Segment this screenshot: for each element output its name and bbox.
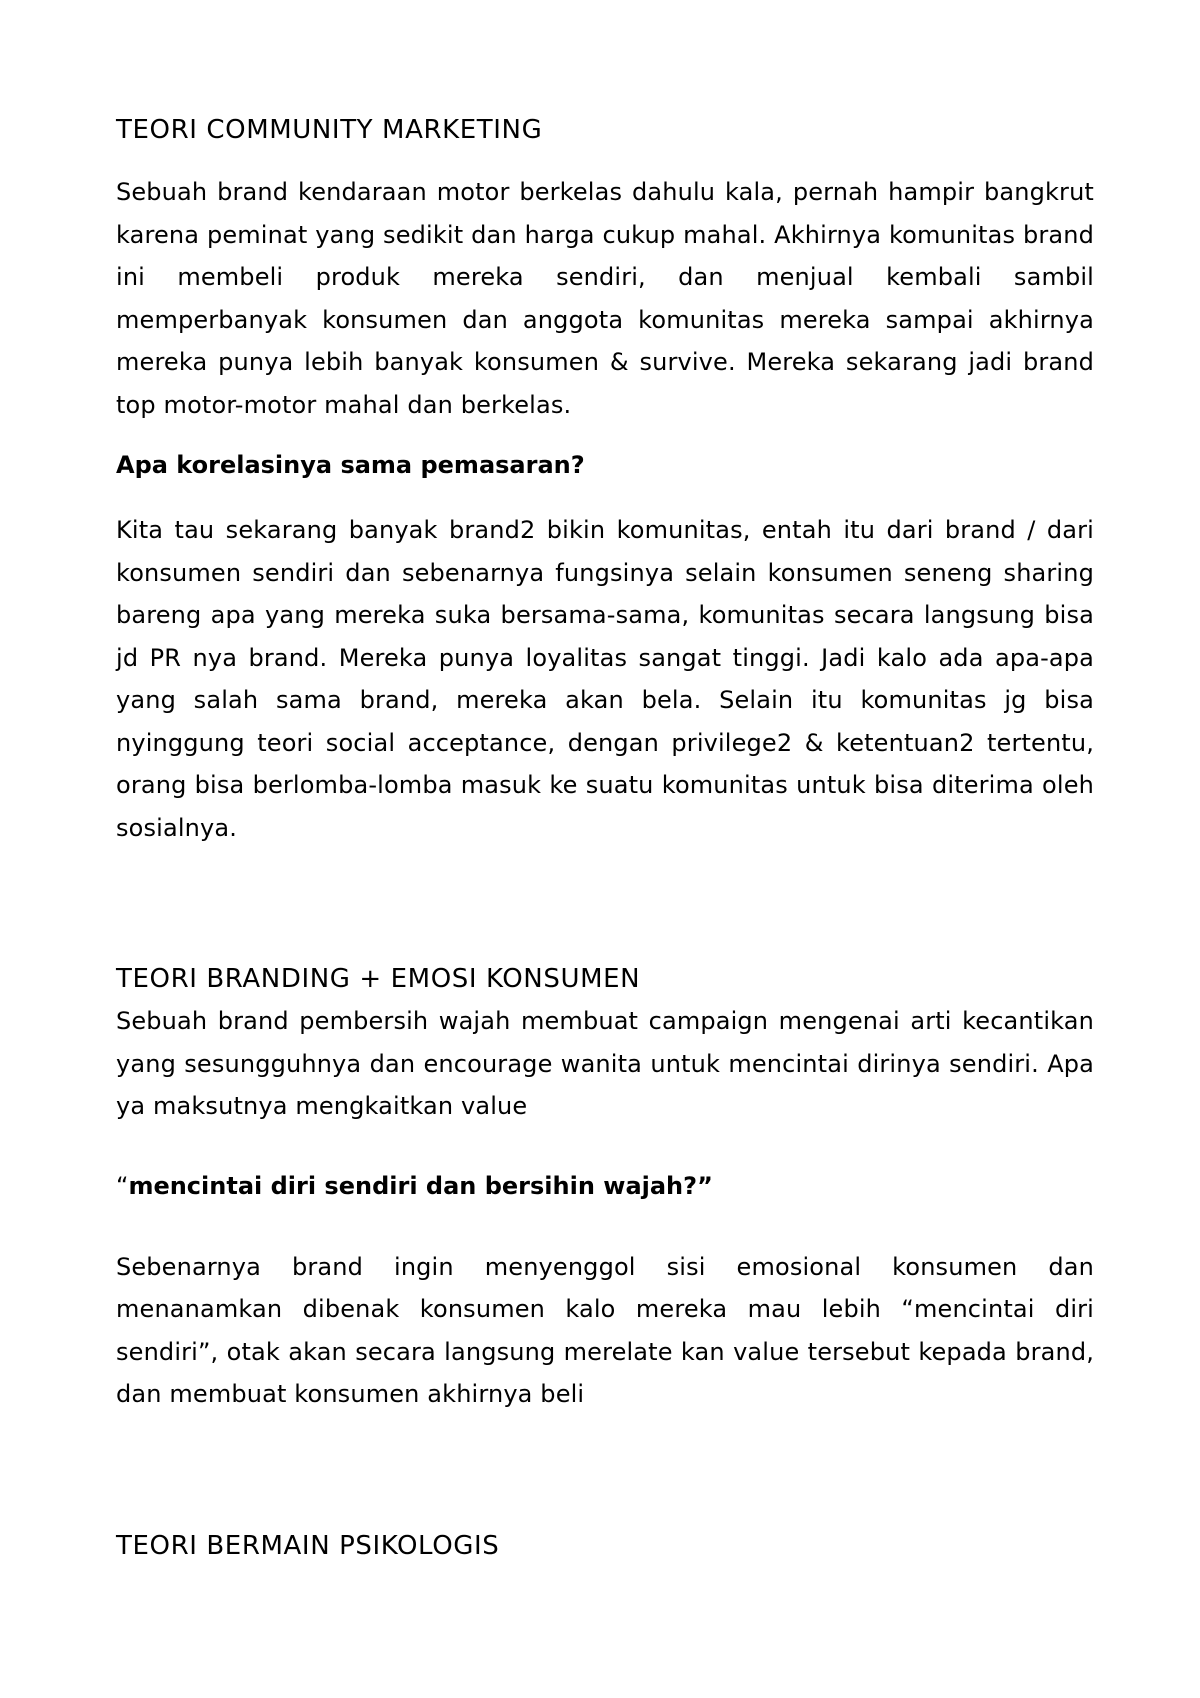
section-title-psychological-play: TEORI BERMAIN PSIKOLOGIS bbox=[116, 1530, 500, 1561]
question-correlation: Apa korelasinya sama pemasaran? bbox=[116, 451, 585, 479]
paragraph-branding-explanation: Sebenarnya brand ingin menyenggol sisi emosional konsumen dan menanamkan dibenak konsumen kalo mereka mau lebih “mencintai diri sendiri”, otak akan secara langsung merelate kan value tersebut kepada brand, dan membuat konsumen akhirnya beli bbox=[116, 1252, 1094, 1408]
document-body bbox=[116, 112, 1094, 1564]
quote-self-love bbox=[116, 1168, 1094, 1204]
paragraph-community-explanation: Kita tau sekarang banyak brand2 bikin komunitas, entah itu dari brand / dari konsumen sendiri dan sebenarnya fungsinya selain konsumen seneng sharing bareng apa yang mereka suka bersama-sama, komunitas secara langsung bisa jd PR nya brand. Mereka punya loyalitas sangat tinggi. Jadi kalo ada apa-apa yang salah sama brand, mereka akan bela. Selain itu komunitas jg bisa nyinggung teori social acceptance, dengan privilege2 & ketentuan2 tertentu, orang bisa berlomba-lomba masuk ke suatu komunitas untuk bisa diterima oleh sosialnya. bbox=[116, 516, 1094, 842]
section-title-branding-emotion: TEORI BRANDING + EMOSI KONSUMEN bbox=[116, 964, 641, 994]
paragraph-community-story: Sebuah brand kendaraan motor berkelas dahulu kala, pernah hampir bangkrut karena peminat yang sedikit dan harga cukup mahal. Akhirnya komunitas brand ini membeli produk mereka sendiri, dan menjual kembali sambil memperbanyak konsumen dan anggota komunitas mereka sampai akhirnya mereka punya lebih banyak konsumen & survive. Mereka sekarang jadi brand top motor-motor mahal dan berkelas. bbox=[116, 178, 1094, 419]
quote-text: mencintai diri sendiri dan bersihin wajah?” bbox=[128, 1171, 713, 1200]
paragraph-branding-story: Sebuah brand pembersih wajah membuat campaign mengenai arti kecantikan yang sesungguhnya dan encourage wanita untuk mencintai dirinya sendiri. Apa ya maksutnya mengkaitkan value bbox=[116, 1007, 1094, 1120]
section-title-community-marketing: TEORI COMMUNITY MARKETING bbox=[116, 115, 543, 145]
quote-open-mark: “ bbox=[116, 1171, 129, 1200]
